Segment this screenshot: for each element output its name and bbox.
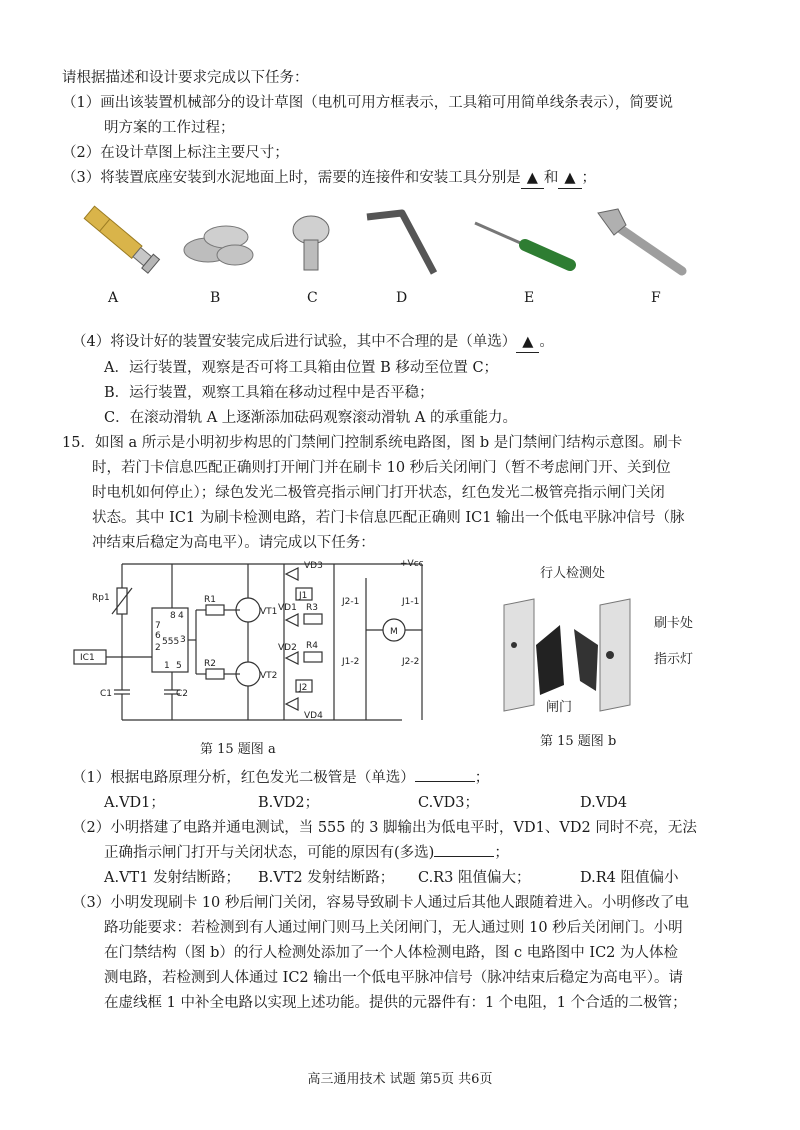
tool-label-e: E [524, 290, 535, 306]
tool-label-c: C [307, 290, 318, 306]
c1-label: C1 [100, 689, 113, 699]
rp1-label: Rp1 [92, 593, 110, 603]
pin-5: 5 [176, 661, 182, 671]
s1-option-a: A.VD1； [104, 795, 165, 811]
q3-text [62, 168, 596, 189]
answer-blank-1[interactable]: ▲ [521, 168, 544, 189]
vd3-label: VD3 [304, 561, 323, 571]
s3-line1: （3）小明发现刷卡 10 秒后闸门关闭，容易导致刷卡人通过后其他人跟随着进入。小明修改了电 [72, 895, 689, 911]
q15-line5: 冲结束后稳定为高电平）。请完成以下任务： [92, 535, 375, 551]
page-footer: 高三通用技术 试题 第5页 共6页 [307, 1072, 493, 1087]
s2-end: ； [494, 845, 509, 861]
j21-label: J2-1 [342, 597, 360, 607]
q1-line2: 明方案的工作过程； [104, 120, 235, 136]
q2-text: （2）在设计草图上标注主要尺寸； [62, 145, 289, 161]
j22-label: J2-2 [402, 657, 420, 667]
vt1-label: VT1 [260, 607, 278, 617]
s1-text [72, 768, 489, 788]
label-light: 指示灯 [654, 652, 694, 667]
ic1-label: IC1 [80, 653, 95, 663]
r2-label: R2 [204, 659, 216, 669]
gate-flap-right [574, 629, 598, 691]
tool-label-d: D [396, 290, 408, 306]
q4-text [72, 332, 554, 353]
c2-label: C2 [176, 689, 189, 699]
r4-label: R4 [306, 641, 318, 651]
chip-555-label: 555 [162, 637, 180, 647]
answer-blank-2[interactable]: ▲ [558, 168, 581, 189]
expansion-bolt-image [70, 196, 170, 281]
s2-option-a: A.VT1 发射结断路； [104, 870, 241, 886]
pin-4: 4 [178, 611, 184, 621]
tool-label-b: B [210, 290, 221, 306]
s1-end: ； [474, 770, 490, 786]
vcc-label: +Vcc [400, 559, 424, 569]
r3-label: R3 [306, 603, 318, 613]
vd1-label: VD1 [278, 603, 297, 613]
pin-1: 1 [164, 661, 170, 671]
tool-label-a: A [108, 290, 119, 306]
q3-and: 和 [543, 170, 559, 186]
s2-line2 [104, 843, 509, 863]
r1-label: R1 [204, 595, 216, 605]
q4-option-a: A．运行装置，观察是否可将工具箱由位置 B 移动至位置 C； [104, 360, 499, 376]
tool-label-f: F [651, 290, 661, 306]
label-card: 刷卡处 [654, 616, 694, 631]
q15-line1: 15．如图 a 所示是小明初步构思的门禁闸门控制系统电路图，图 b 是门禁闸门结构示意图。刷卡 [62, 435, 683, 451]
vd4-label: VD4 [304, 711, 323, 721]
q1-line1: （1）画出该装置机械部分的设计草图（电机可用方框表示，工具箱可用简单线条表示），简要说 [62, 95, 673, 111]
fig-a-caption: 第 15 题图 a [200, 742, 276, 757]
fig-b-caption: 第 15 题图 b [540, 734, 617, 749]
wrench-image [592, 205, 692, 280]
pin-3: 3 [180, 635, 186, 645]
s3-line3: 在门禁结构（图 b）的行人检测处添加了一个人体检测电路，图 c 电路图中 IC2 为人体检 [104, 945, 678, 961]
vt2-label: VT2 [260, 671, 278, 681]
s2-option-d: D.R4 阻值偏小 [580, 870, 679, 886]
s2-option-c: C.R3 阻值偏大； [418, 870, 531, 886]
s1-option-c: C.VD3； [418, 795, 480, 811]
q4-end: 。 [539, 334, 554, 350]
screwdriver-image [470, 215, 580, 275]
s2-answer-blank[interactable] [434, 856, 494, 857]
q4-prompt: （4）将设计好的装置安装完成后进行试验，其中不合理的是（单选） [72, 334, 517, 350]
answer-blank-3[interactable]: ▲ [516, 332, 539, 353]
motor-label: M [390, 627, 398, 637]
s1-option-d: D.VD4 [580, 795, 628, 811]
s3-line2: 路功能要求：若检测到有人通过闸门则马上关闭闸门，无人通过则 10 秒后关闭闸门。小明 [104, 920, 683, 936]
indicator-light [606, 651, 614, 659]
s2-option-b: B.VT2 发射结断路； [258, 870, 395, 886]
q4-option-b: B．运行装置，观察工具箱在移动过程中是否平稳； [104, 385, 434, 401]
intro-text: 请根据描述和设计要求完成以下任务： [62, 70, 309, 86]
j2-label: J2 [299, 683, 308, 693]
s3-line5: 在虚线框 1 中补全电路以实现上述功能。提供的元器件有：1 个电阻，1 个合适的二极管； [104, 995, 687, 1011]
q3-end: ； [581, 170, 597, 186]
j1-label: J1 [299, 591, 308, 601]
q15-line3: 时电机如何停止）；绿色发光二极管亮指示闸门打开状态，红色发光二极管亮指示闸门关闭 [92, 485, 665, 501]
button-screw-image [286, 210, 336, 275]
q15-line4: 状态。其中 IC1 为刷卡检测电路，若门卡信息匹配正确则 IC1 输出一个低电平脉冲信号（脉 [92, 510, 685, 526]
q15-line2: 时，若门卡信息匹配正确则打开闸门并在刷卡 10 秒后关闭闸门（暂不考虑闸门开、关到位 [92, 460, 671, 476]
pin-7: 7 [155, 621, 161, 631]
q3-prefix: （3）将装置底座安装到水泥地面上时，需要的连接件和安装工具分别是 [62, 170, 521, 186]
q4-option-c: C．在滚动滑轨 A 上逐渐添加砝码观察滚动滑轨 A 的承重能力。 [104, 410, 517, 426]
pin-6: 6 [155, 631, 161, 641]
j12-label: J1-2 [342, 657, 360, 667]
pin-8: 8 [170, 611, 176, 621]
s2-line1: （2）小明搭建了电路并通电测试，当 555 的 3 脚输出为低电平时，VD1、VD2 同时不亮，无法 [72, 820, 697, 836]
pin-2: 2 [155, 643, 161, 653]
vd2-label: VD2 [278, 643, 297, 653]
s1-prompt: （1）根据电路原理分析，红色发光二极管是（单选） [72, 770, 415, 786]
s2-prompt: 正确指示闸门打开与关闭状态，可能的原因有(多选) [104, 845, 435, 861]
hex-bolts-image [180, 205, 260, 275]
gate-flap-left [536, 625, 564, 695]
label-detect: 行人检测处 [540, 566, 606, 581]
s3-line4: 测电路，若检测到人体通过 IC2 输出一个低电平脉冲信号（脉冲结束后稳定为高电平）。请 [104, 970, 684, 986]
circuit-diagram-a [72, 558, 432, 738]
j11-label: J1-1 [402, 597, 420, 607]
allen-key-image [362, 205, 442, 280]
s1-answer-blank[interactable] [415, 781, 475, 782]
label-gate: 闸门 [546, 700, 573, 715]
s1-option-b: B.VD2； [258, 795, 320, 811]
